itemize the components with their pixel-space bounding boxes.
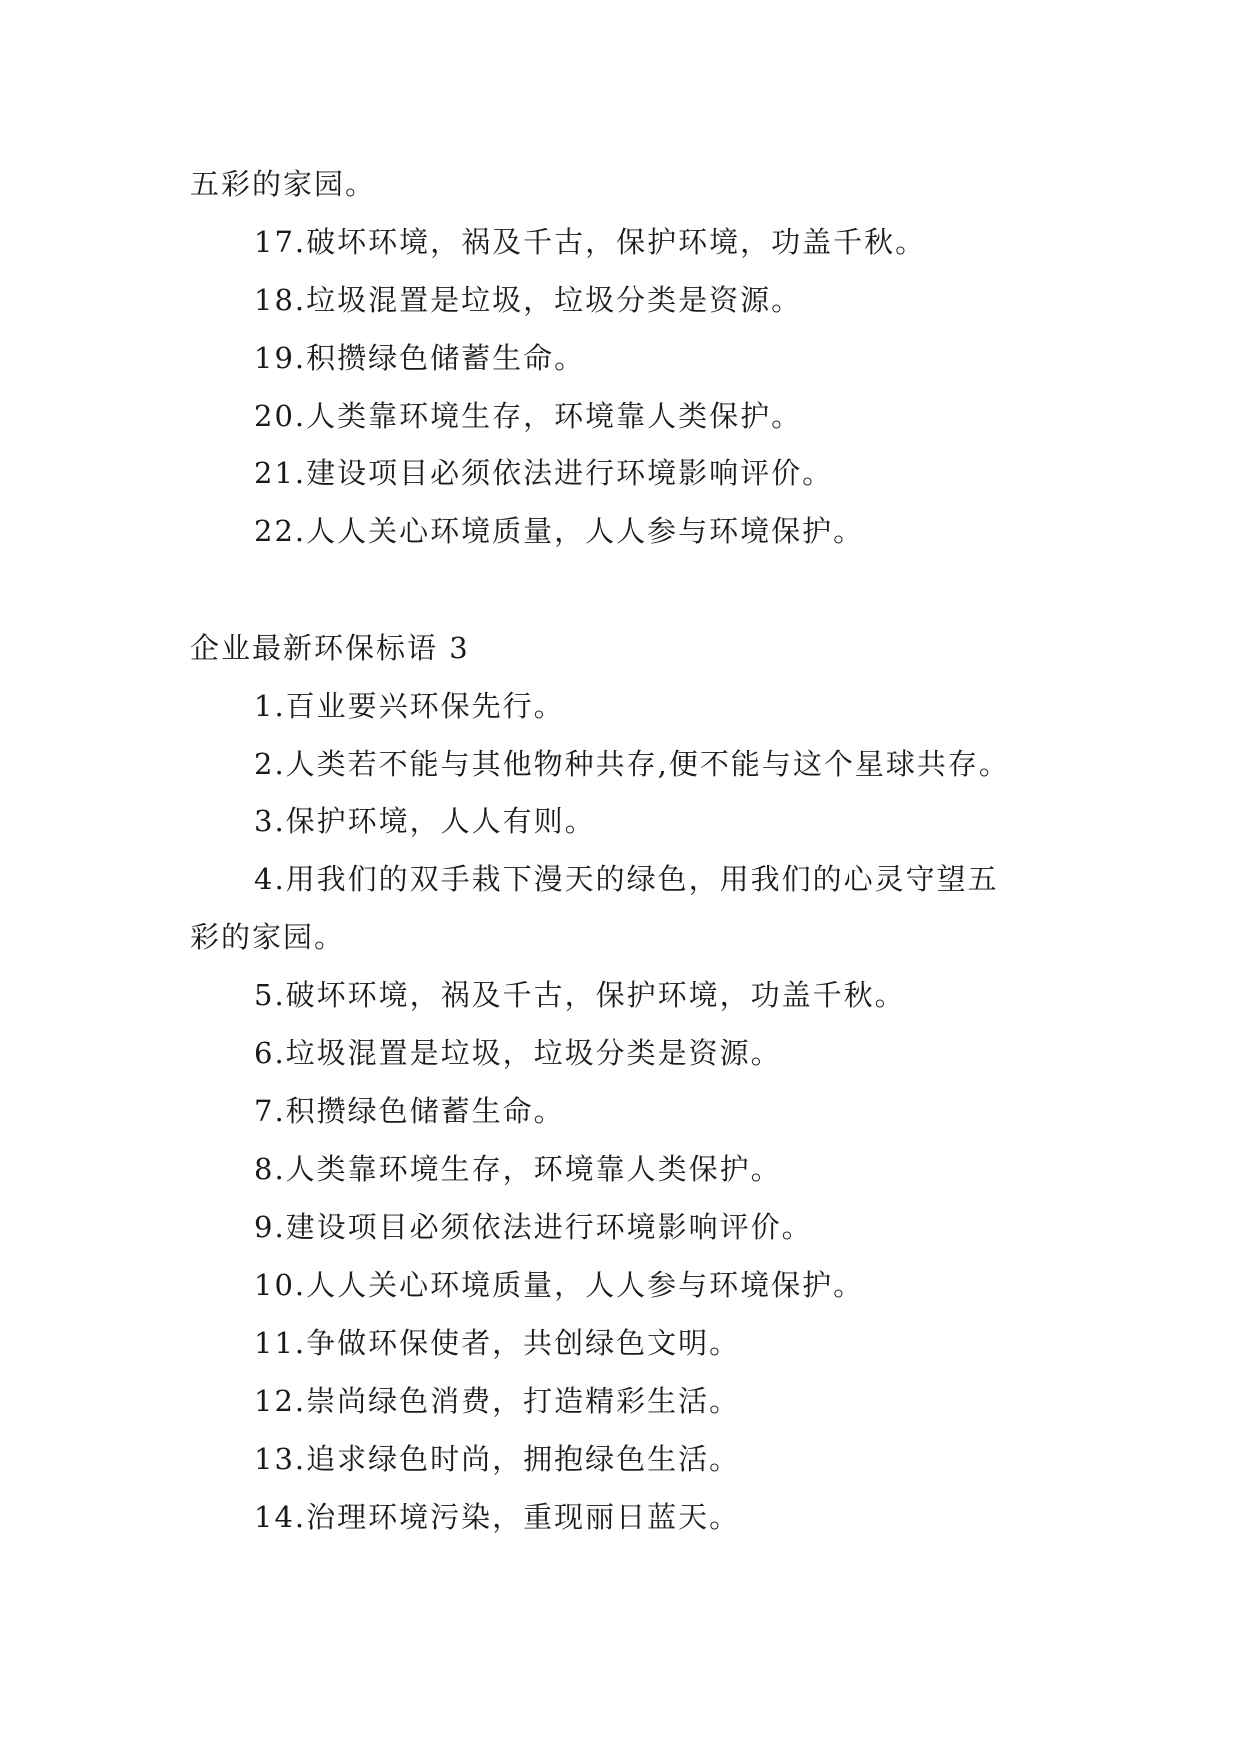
list-item: 6.垃圾混置是垃圾，垃圾分类是资源。 xyxy=(254,1036,782,1070)
list-item: 9.建设项目必须依法进行环境影响评价。 xyxy=(254,1210,813,1244)
list-item: 3.保护环境，人人有则。 xyxy=(254,804,596,838)
list-item: 17.破坏环境，祸及千古，保护环境，功盖千秋。 xyxy=(254,225,927,259)
paragraph-continuation: 五彩的家园。 xyxy=(190,167,377,201)
list-item: 13.追求绿色时尚，拥抱绿色生活。 xyxy=(254,1442,741,1476)
list-item: 4.用我们的双手栽下漫天的绿色，用我们的心灵守望五 xyxy=(254,862,999,896)
section-heading: 企业最新环保标语 3 xyxy=(190,631,470,665)
list-item: 11.争做环保使者，共创绿色文明。 xyxy=(254,1326,741,1360)
list-item: 1.百业要兴环保先行。 xyxy=(254,689,565,723)
list-item: 18.垃圾混置是垃圾，垃圾分类是资源。 xyxy=(254,283,803,317)
list-item: 8.人类靠环境生存，环境靠人类保护。 xyxy=(254,1152,782,1186)
list-item: 10.人人关心环境质量，人人参与环境保护。 xyxy=(254,1268,865,1302)
list-item: 22.人人关心环境质量，人人参与环境保护。 xyxy=(254,514,865,548)
list-item: 12.崇尚绿色消费，打造精彩生活。 xyxy=(254,1384,741,1418)
list-item: 5.破坏环境，祸及千古，保护环境，功盖千秋。 xyxy=(254,978,906,1012)
list-item: 20.人类靠环境生存，环境靠人类保护。 xyxy=(254,399,803,433)
list-item: 21.建设项目必须依法进行环境影响评价。 xyxy=(254,456,834,490)
list-item: 14.治理环境污染，重现丽日蓝天。 xyxy=(254,1500,741,1534)
list-item: 7.积攒绿色储蓄生命。 xyxy=(254,1094,565,1128)
list-item: 2.人类若不能与其他物种共存,便不能与这个星球共存。 xyxy=(254,747,1010,781)
list-item: 19.积攒绿色储蓄生命。 xyxy=(254,341,586,375)
list-item-continuation: 彩的家园。 xyxy=(190,920,346,954)
